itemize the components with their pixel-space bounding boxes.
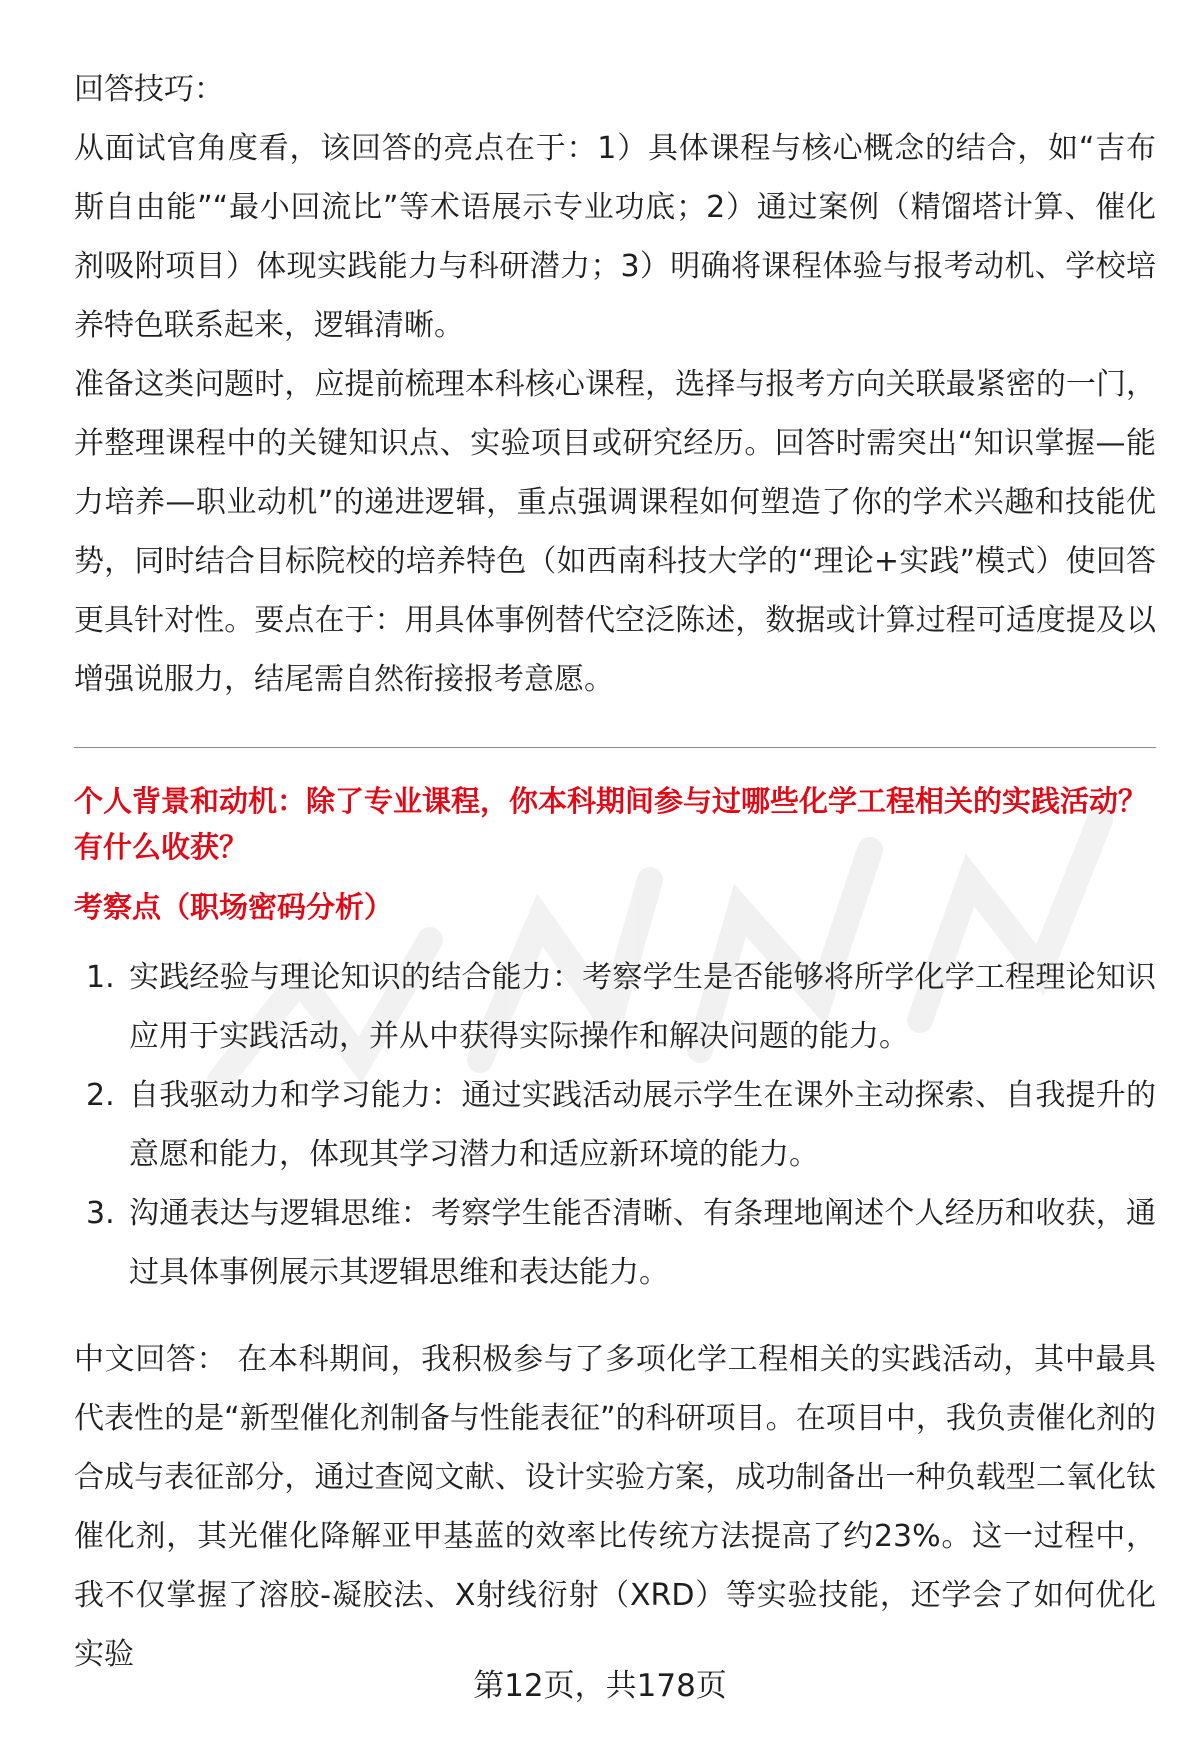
list-item-text: 沟通表达与逻辑思维：考察学生能否清晰、有条理地阐述个人经历和收获，通过具体事例展示其逻辑思维和表达能力。 bbox=[129, 1196, 1156, 1290]
page-number: 第12页，共178页 bbox=[473, 1668, 727, 1704]
tips-paragraph-2: 准备这类问题时，应提前梳理本科核心课程，选择与报考方向关联最紧密的一门，并整理课程中的关键知识点、实验项目或研究经历。回答时需突出“知识掌握—能力培养—职业动机”的递进逻辑，重点强调课程如何塑造了你的学术兴趣和技能优势，同时结合目标院校的培养特色（如西南科技大学的“理论+实践”模式）使回答更具针对性。要点在于：用具体事例替代空泛陈述，数据或计算过程可适度提及以增强说服力，结尾需自然衔接报考意愿。 bbox=[74, 367, 1156, 697]
list-item-number: 3. bbox=[86, 1196, 115, 1231]
answer-paragraph: 中文回答： 在本科期间，我积极参与了多项化学工程相关的实践活动，其中最具代表性的是“新型催化剂制备与性能表征”的科研项目。在项目中，我负责催化剂的合成与表征部分，通过查阅文献、设计实验方案，成功制备出一种负载型二氧化钛催化剂，其光催化降解亚甲基蓝的效率比传统方法提高了约23%。这一过程中，我不仅掌握了溶胶-凝胶法、X射线衍射（XRD）等实验技能，还学会了如何优化实验 bbox=[74, 1342, 1156, 1672]
points-list bbox=[74, 948, 1156, 1302]
list-item-number: 1. bbox=[86, 960, 115, 995]
list-item bbox=[74, 1184, 1156, 1302]
list-item bbox=[74, 1066, 1156, 1184]
section-divider bbox=[74, 747, 1156, 748]
list-item-number: 2. bbox=[86, 1078, 115, 1113]
list-item-text: 自我驱动力和学习能力：通过实践活动展示学生在课外主动探索、自我提升的意愿和能力，体现其学习潜力和适应新环境的能力。 bbox=[129, 1078, 1156, 1172]
tips-label: 回答技巧： bbox=[74, 72, 224, 107]
question-heading: 个人背景和动机：除了专业课程，你本科期间参与过哪些化学工程相关的实践活动？有什么收获？ bbox=[74, 784, 1148, 864]
list-item bbox=[74, 948, 1156, 1066]
page-content bbox=[74, 60, 1156, 1684]
points-heading: 考察点（职场密码分析） bbox=[74, 890, 394, 924]
list-item-text: 实践经验与理论知识的结合能力：考察学生是否能够将所学化学工程理论知识应用于实践活动，并从中获得实际操作和解决问题的能力。 bbox=[129, 960, 1156, 1054]
tips-paragraph-1: 从面试官角度看，该回答的亮点在于：1）具体课程与核心概念的结合，如“吉布斯自由能”“最小回流比”等术语展示专业功底；2）通过案例（精馏塔计算、催化剂吸附项目）体现实践能力与科研潜力；3）明确将课程体验与报考动机、学校培养特色联系起来，逻辑清晰。 bbox=[74, 131, 1156, 343]
